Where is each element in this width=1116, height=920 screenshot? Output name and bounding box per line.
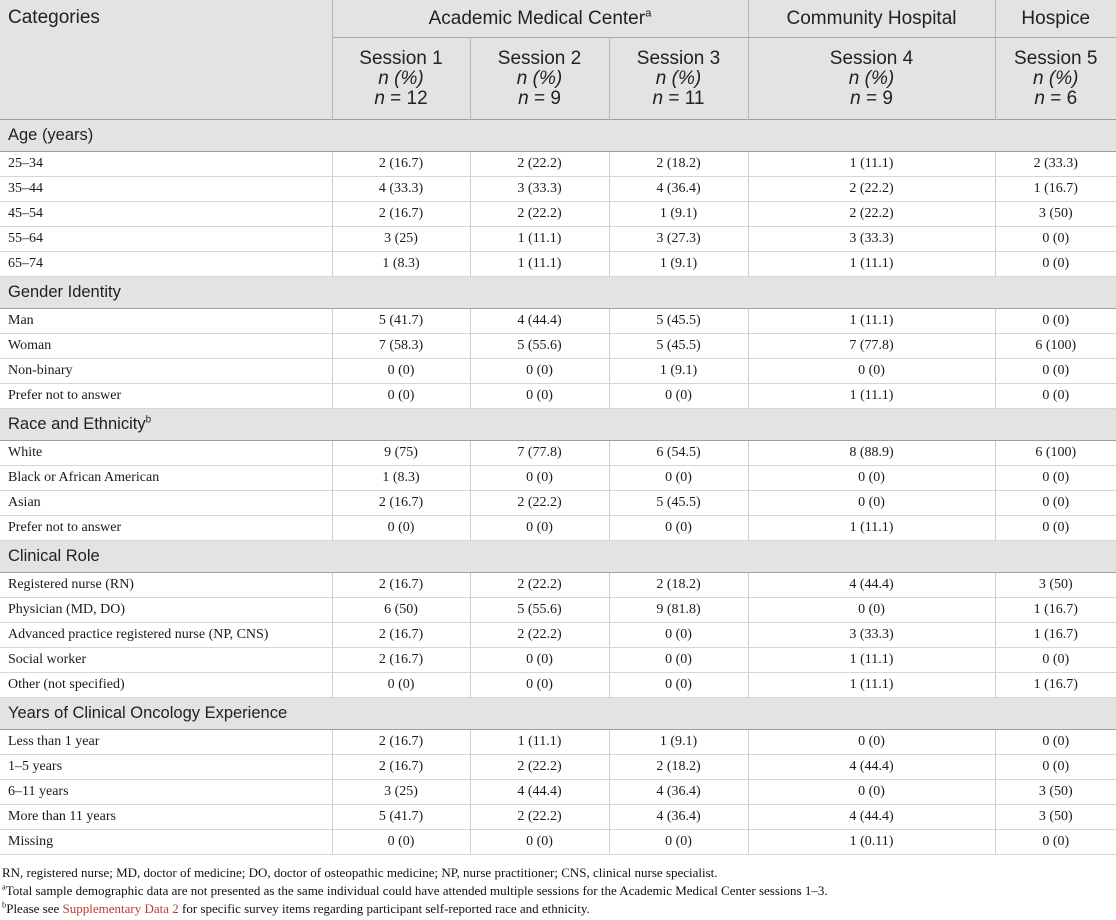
cell-session-4: 1 (11.1) [748,384,995,409]
row-label: Physician (MD, DO) [0,598,332,623]
section-title: Clinical Role [0,541,1116,573]
table-row [0,466,1116,491]
cell-session-2: 7 (77.8) [470,441,609,466]
section-header-row [0,698,1116,730]
cell-session-2: 2 (22.2) [470,152,609,177]
table-row [0,441,1116,466]
cell-session-4: 1 (0.11) [748,830,995,855]
cell-session-1: 0 (0) [332,673,470,698]
cell-session-5: 0 (0) [995,755,1116,780]
session-header-2 [470,38,609,120]
cell-session-1: 2 (16.7) [332,755,470,780]
cell-session-1: 5 (41.7) [332,309,470,334]
cell-session-5: 3 (50) [995,573,1116,598]
table-row [0,384,1116,409]
row-label: 1–5 years [0,755,332,780]
session-n: n = 6 [1034,87,1078,109]
row-label: Non-binary [0,359,332,384]
row-label: Missing [0,830,332,855]
cell-session-5: 0 (0) [995,491,1116,516]
table-row [0,491,1116,516]
cell-session-1: 5 (41.7) [332,805,470,830]
section-title: Race and Ethnicity$^b$ [0,409,1116,441]
row-label: Woman [0,334,332,359]
header-group-row [0,0,1116,38]
cell-session-2: 0 (0) [470,359,609,384]
cell-session-2: 2 (22.2) [470,805,609,830]
cell-session-3: 0 (0) [609,830,748,855]
cell-session-5: 0 (0) [995,359,1116,384]
cell-session-5: 3 (50) [995,780,1116,805]
session-n: n = 11 [652,87,705,109]
cell-session-4: 0 (0) [748,359,995,384]
cell-session-1: 2 (16.7) [332,573,470,598]
cell-session-1: 2 (16.7) [332,202,470,227]
cell-session-3: 6 (54.5) [609,441,748,466]
section-header-row [0,409,1116,441]
table-row [0,673,1116,698]
section-title: Gender Identity [0,277,1116,309]
cell-session-4: 1 (11.1) [748,673,995,698]
cell-session-4: 3 (33.3) [748,227,995,252]
cell-session-1: 0 (0) [332,830,470,855]
session-name: Session 1 [359,47,443,69]
cell-session-4: 2 (22.2) [748,202,995,227]
cell-session-3: 0 (0) [609,673,748,698]
cell-session-4: 0 (0) [748,466,995,491]
cell-session-1: 4 (33.3) [332,177,470,202]
table-body [0,120,1116,855]
cell-session-3: 4 (36.4) [609,805,748,830]
cell-session-3: 1 (9.1) [609,202,748,227]
cell-session-2: 0 (0) [470,673,609,698]
table-row [0,573,1116,598]
section-title: Years of Clinical Oncology Experience [0,698,1116,730]
cell-session-1: 2 (16.7) [332,152,470,177]
cell-session-4: 3 (33.3) [748,623,995,648]
cell-session-3: 5 (45.5) [609,309,748,334]
cell-session-1: 2 (16.7) [332,491,470,516]
cell-session-2: 2 (22.2) [470,623,609,648]
table-row [0,359,1116,384]
table-row [0,598,1116,623]
cell-session-4: 8 (88.9) [748,441,995,466]
cell-session-4: 2 (22.2) [748,177,995,202]
table-row [0,334,1116,359]
session-header-5 [995,38,1116,120]
cell-session-5: 0 (0) [995,384,1116,409]
cell-session-1: 0 (0) [332,516,470,541]
cell-session-1: 9 (75) [332,441,470,466]
row-label: 65–74 [0,252,332,277]
cell-session-2: 2 (22.2) [470,491,609,516]
cell-session-5: 6 (100) [995,441,1116,466]
cell-session-1: 3 (25) [332,780,470,805]
table-row [0,177,1116,202]
cell-session-1: 7 (58.3) [332,334,470,359]
row-label: Less than 1 year [0,730,332,755]
session-name: Session 4 [829,47,914,69]
row-label: Asian [0,491,332,516]
cell-session-2: 2 (22.2) [470,755,609,780]
row-label: Prefer not to answer [0,384,332,409]
cell-session-1: 6 (50) [332,598,470,623]
section-header-row [0,120,1116,152]
cell-session-4: 0 (0) [748,598,995,623]
session-name: Session 5 [1014,47,1098,69]
row-label: 45–54 [0,202,332,227]
cell-session-3: 2 (18.2) [609,152,748,177]
supplementary-data-link[interactable]: Supplementary Data 2 [62,901,179,916]
cell-session-4: 1 (11.1) [748,252,995,277]
cell-session-3: 0 (0) [609,516,748,541]
cell-session-5: 1 (16.7) [995,177,1116,202]
cell-session-3: 1 (9.1) [609,359,748,384]
cell-session-3: 5 (45.5) [609,491,748,516]
cell-session-1: 0 (0) [332,359,470,384]
session-n: n = 12 [374,87,428,109]
row-label: Prefer not to answer [0,516,332,541]
cell-session-1: 1 (8.3) [332,466,470,491]
cell-session-2: 5 (55.6) [470,334,609,359]
session-n: n = 9 [518,87,561,109]
cell-session-4: 4 (44.4) [748,573,995,598]
session-stat-label: n (%) [655,67,702,89]
cell-session-1: 3 (25) [332,227,470,252]
footnote-abbreviations: RN, registered nurse; MD, doctor of medicine; DO, doctor of osteopathic medicine; NP, nurse practitioner; CNS, clinical nurse specialist. [2,865,718,880]
cell-session-3: 1 (9.1) [609,730,748,755]
group-header-community: Community Hospital [748,0,995,38]
cell-session-3: 2 (18.2) [609,573,748,598]
cell-session-5: 0 (0) [995,648,1116,673]
table-row [0,755,1116,780]
cell-session-3: 5 (45.5) [609,334,748,359]
row-label: White [0,441,332,466]
cell-session-4: 4 (44.4) [748,805,995,830]
section-header-row [0,277,1116,309]
table-row [0,252,1116,277]
footnote-a: $^a$Total sample demographic data are not presented as the same individual could have attended multiple sessions for the Academic Medical Center sessions 1–3. [2,881,828,898]
cell-session-2: 5 (55.6) [470,598,609,623]
cell-session-3: 0 (0) [609,623,748,648]
cell-session-3: 0 (0) [609,384,748,409]
cell-session-1: 1 (8.3) [332,252,470,277]
cell-session-3: 4 (36.4) [609,177,748,202]
cell-session-4: 7 (77.8) [748,334,995,359]
row-label: Registered nurse (RN) [0,573,332,598]
cell-session-2: 3 (33.3) [470,177,609,202]
cell-session-4: 4 (44.4) [748,755,995,780]
cell-session-5: 1 (16.7) [995,673,1116,698]
row-label: Man [0,309,332,334]
group-header-academic: Academic Medical Center$^a$ [332,0,748,38]
row-label: Black or African American [0,466,332,491]
table-row [0,309,1116,334]
cell-session-4: 1 (11.1) [748,648,995,673]
table-row [0,152,1116,177]
row-label: Social worker [0,648,332,673]
cell-session-3: 2 (18.2) [609,755,748,780]
session-name: Session 2 [497,47,582,69]
cell-session-5: 0 (0) [995,730,1116,755]
cell-session-4: 1 (11.1) [748,309,995,334]
cell-session-5: 0 (0) [995,466,1116,491]
cell-session-2: 0 (0) [470,648,609,673]
cell-session-5: 0 (0) [995,227,1116,252]
cell-session-5: 1 (16.7) [995,598,1116,623]
cell-session-3: 3 (27.3) [609,227,748,252]
row-label: 25–34 [0,152,332,177]
group-header-hospice: Hospice [995,0,1116,38]
cell-session-3: 9 (81.8) [609,598,748,623]
cell-session-2: 1 (11.1) [470,730,609,755]
cell-session-4: 1 (11.1) [748,152,995,177]
session-stat-label: n (%) [1033,67,1079,89]
cell-session-5: 3 (50) [995,202,1116,227]
cell-session-2: 0 (0) [470,830,609,855]
table-row [0,830,1116,855]
cell-session-4: 0 (0) [748,491,995,516]
section-title: Age (years) [0,120,1116,152]
row-label: 55–64 [0,227,332,252]
session-header-3 [609,38,748,120]
table-row [0,202,1116,227]
row-label: 35–44 [0,177,332,202]
cell-session-3: 1 (9.1) [609,252,748,277]
cell-session-2: 1 (11.1) [470,252,609,277]
cell-session-2: 2 (22.2) [470,573,609,598]
table-row [0,780,1116,805]
cell-session-4: 1 (11.1) [748,516,995,541]
table-footnotes [2,864,1112,918]
cell-session-5: 0 (0) [995,252,1116,277]
cell-session-2: 0 (0) [470,384,609,409]
cell-session-2: 2 (22.2) [470,202,609,227]
row-label: 6–11 years [0,780,332,805]
footnote-b: $^b$Please see Supplementary Data 2 for specific survey items regarding participant self-reported race and ethnicity. [2,899,590,916]
cell-session-5: 6 (100) [995,334,1116,359]
session-stat-label: n (%) [516,67,563,89]
section-header-row [0,541,1116,573]
cell-session-1: 0 (0) [332,384,470,409]
cell-session-3: 4 (36.4) [609,780,748,805]
session-header-4 [748,38,995,120]
cell-session-1: 2 (16.7) [332,730,470,755]
session-name: Session 3 [636,47,721,69]
table-row [0,648,1116,673]
session-stat-label: n (%) [378,67,424,89]
table-row [0,730,1116,755]
row-label: More than 11 years [0,805,332,830]
table-row [0,805,1116,830]
cell-session-2: 4 (44.4) [470,780,609,805]
cell-session-2: 1 (11.1) [470,227,609,252]
table-row [0,623,1116,648]
cell-session-2: 4 (44.4) [470,309,609,334]
cell-session-2: 0 (0) [470,516,609,541]
categories-header: Categories [0,0,332,120]
cell-session-4: 0 (0) [748,780,995,805]
session-header-1 [332,38,470,120]
cell-session-5: 2 (33.3) [995,152,1116,177]
cell-session-3: 0 (0) [609,648,748,673]
cell-session-1: 2 (16.7) [332,648,470,673]
cell-session-5: 0 (0) [995,516,1116,541]
table-row [0,516,1116,541]
cell-session-1: 2 (16.7) [332,623,470,648]
session-n: n = 9 [850,87,893,109]
cell-session-3: 0 (0) [609,466,748,491]
row-label: Other (not specified) [0,673,332,698]
cell-session-4: 0 (0) [748,730,995,755]
session-stat-label: n (%) [848,67,895,89]
cell-session-5: 0 (0) [995,309,1116,334]
cell-session-5: 1 (16.7) [995,623,1116,648]
row-label: Advanced practice registered nurse (NP, CNS) [0,623,332,648]
cell-session-2: 0 (0) [470,466,609,491]
cell-session-5: 0 (0) [995,830,1116,855]
cell-session-5: 3 (50) [995,805,1116,830]
table-row [0,227,1116,252]
